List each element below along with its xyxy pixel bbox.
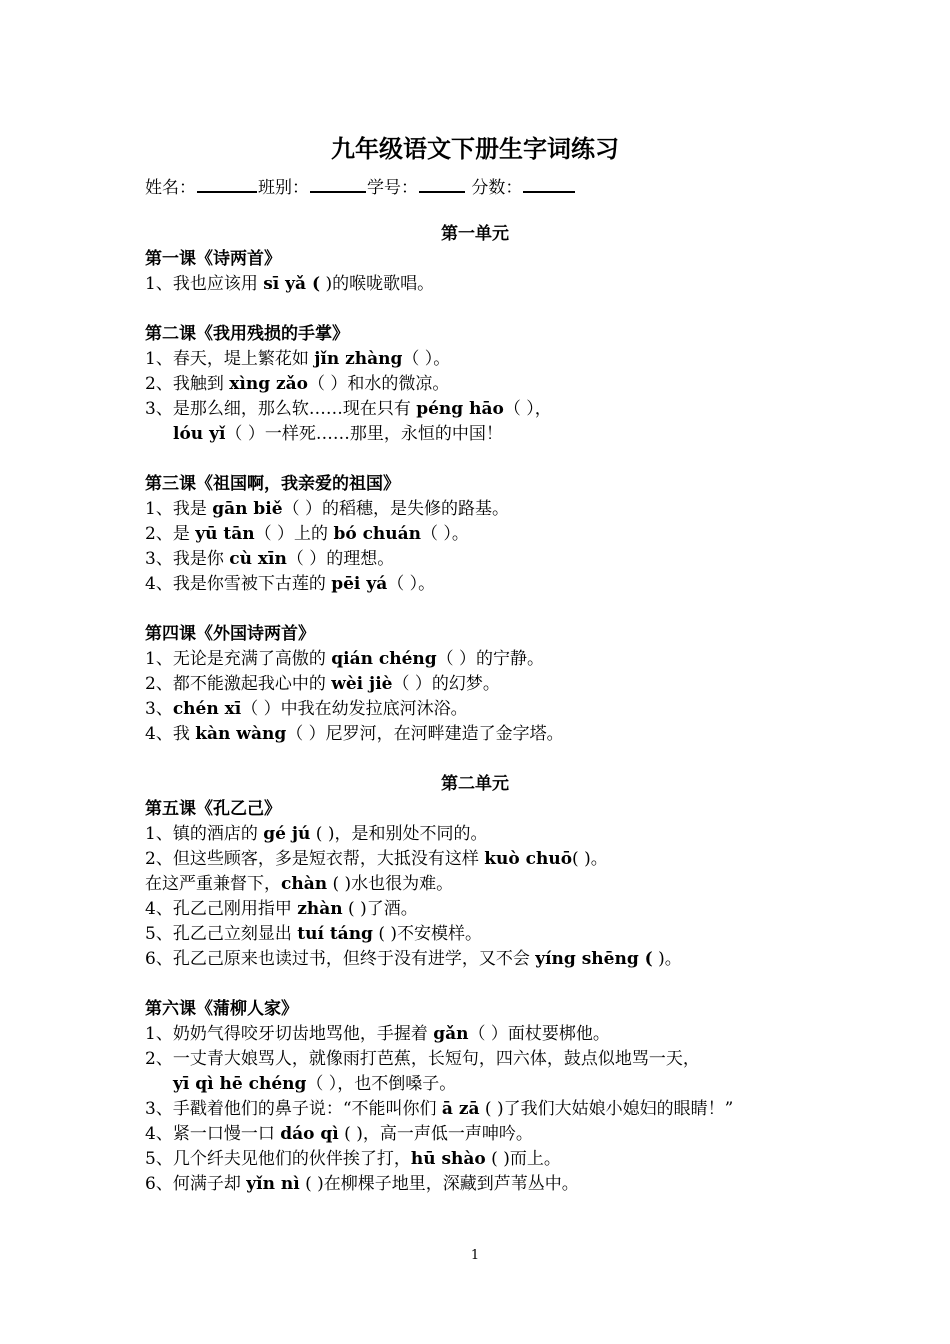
item-text: 1、我也应该用	[145, 274, 264, 294]
item-text: 6、何满子却	[145, 1174, 247, 1194]
item-text: 1、奶奶气得咬牙切齿地骂他，手握着	[145, 1024, 434, 1044]
item-text: 2、我触到	[145, 374, 230, 394]
exercise-content	[145, 222, 825, 1197]
item-text: ( )了我们大姑娘小媳妇的眼睛！”	[479, 1099, 734, 1119]
pinyin-prompt: xìng zǎo	[229, 374, 309, 394]
item-text: （ ）尼罗河，在河畔建造了金字塔。	[286, 724, 564, 744]
item-text: （ ），	[503, 399, 552, 419]
item-text: （ ），也不倒嗓子。	[306, 1074, 457, 1094]
lesson-heading: 第二课《我用残损的手掌》	[145, 324, 349, 344]
item-text: （ ）面杖要梆他。	[468, 1024, 610, 1044]
exercise-item	[145, 897, 825, 922]
item-text: （ ）和水的微凉。	[308, 374, 450, 394]
pinyin-prompt: kuò chuō	[484, 849, 573, 869]
item-text: 4、我是你雪被下古莲的	[145, 574, 332, 594]
exercise-item	[145, 847, 825, 872]
item-text: 5、几个纤夫见他们的伙伴挨了打，	[145, 1149, 411, 1169]
class-blank[interactable]	[310, 174, 366, 193]
exercise-item	[145, 672, 825, 697]
item-text: 3、是那么细，那么软……现在只有	[145, 399, 417, 419]
pinyin-prompt: bó chuán	[333, 524, 422, 544]
pinyin-prompt: yǐn nì	[246, 1174, 300, 1194]
spacer	[145, 447, 825, 472]
item-text: 1、我是	[145, 499, 213, 519]
item-text: 3、我是你	[145, 549, 230, 569]
item-text: ( )在柳棵子地里，深藏到芦苇丛中。	[299, 1174, 579, 1194]
pinyin-prompt: gé jú	[263, 824, 311, 844]
item-text: （ ）的理想。	[286, 549, 395, 569]
page-number: 1	[470, 1248, 480, 1263]
item-text: （ ）中我在幼发拉底河沐浴。	[241, 699, 468, 719]
item-text: 4、紧一口慢一口	[145, 1124, 281, 1144]
item-text: （ ）。	[402, 349, 451, 369]
pinyin-prompt: ā zā	[441, 1099, 480, 1119]
exercise-item	[145, 572, 825, 597]
item-text: ( )不安模样。	[372, 924, 483, 944]
spacer	[145, 597, 825, 622]
pinyin-prompt: chàn	[281, 874, 328, 894]
pinyin-prompt: pēi yá	[331, 574, 388, 594]
pinyin-prompt: sī yǎ (	[263, 274, 321, 294]
pinyin-prompt: wèi jiè	[331, 674, 393, 694]
pinyin-prompt: péng hāo	[416, 399, 504, 419]
item-text: 1、春天，堤上繁花如	[145, 349, 315, 369]
item-text: 2、是	[145, 524, 196, 544]
item-text: 1、镇的酒店的	[145, 824, 264, 844]
item-text: （ ）。	[387, 574, 436, 594]
pinyin-prompt: jǐn zhàng	[314, 349, 403, 369]
lesson-heading: 第四课《外国诗两首》	[145, 624, 315, 644]
exercise-item	[145, 422, 825, 447]
item-text: （ ）一样死……那里，永恒的中国！	[225, 424, 503, 444]
student-info-row	[145, 174, 576, 201]
exercise-item	[145, 497, 825, 522]
exercise-item	[145, 697, 825, 722]
item-text: （ ）的宁静。	[436, 649, 545, 669]
name-blank[interactable]	[197, 174, 257, 193]
class-label: 班别：	[258, 178, 309, 198]
pinyin-prompt: chén xī	[172, 699, 242, 719]
pinyin-prompt: yī qì hē chéng	[173, 1074, 307, 1094]
item-text: )的喉咙歌唱。	[320, 274, 435, 294]
item-text: ( )。	[572, 849, 608, 869]
exercise-item	[145, 272, 825, 297]
exercise-item	[145, 397, 825, 422]
item-text: 在这严重兼督下，	[145, 874, 281, 894]
item-text: 6、孔乙己原来也读过书，但终于没有进学，又不会	[145, 949, 536, 969]
item-text: （ ）上的	[254, 524, 334, 544]
exercise-item	[145, 1047, 825, 1072]
exercise-item	[145, 722, 825, 747]
item-text: ( )水也很为难。	[327, 874, 454, 894]
item-text: 5、孔乙己立刻显出	[145, 924, 298, 944]
exercise-item	[145, 1122, 825, 1147]
item-text: ( )而上。	[485, 1149, 561, 1169]
unit-heading: 第二单元	[441, 774, 509, 794]
item-text: 2、一丈青大娘骂人，就像雨打芭蕉，长短句，四六体，鼓点似地骂一天，	[145, 1049, 700, 1069]
item-text: 2、都不能激起我心中的	[145, 674, 332, 694]
lesson-heading: 第六课《蒲柳人家》	[145, 999, 298, 1019]
exercise-item	[145, 1147, 825, 1172]
item-text: 4、孔乙己刚用指甲	[145, 899, 298, 919]
score-blank[interactable]	[523, 174, 575, 193]
id-label: 学号：	[367, 178, 418, 198]
pinyin-prompt: zhàn	[297, 899, 343, 919]
item-text: （ ）的幻梦。	[392, 674, 500, 694]
exercise-item	[145, 1172, 825, 1197]
page-title: 九年级语文下册生字词练习	[331, 134, 619, 163]
item-text: 2、但这些顾客，多是短衣帮，大抵没有这样	[145, 849, 485, 869]
pinyin-prompt: kàn wàng	[195, 724, 287, 744]
item-text: 3、手戳着他们的鼻子说：“不能叫你们	[145, 1099, 442, 1119]
item-text: 4、我	[145, 724, 196, 744]
lesson-heading: 第一课《诗两首》	[145, 249, 281, 269]
exercise-item	[145, 1022, 825, 1047]
exercise-item	[145, 372, 825, 397]
pinyin-prompt: yíng shēng (	[535, 949, 653, 969]
spacer	[145, 297, 825, 322]
item-text: ( )了酒。	[342, 899, 418, 919]
pinyin-prompt: gān biě	[212, 499, 283, 519]
item-text: （ ）。	[421, 524, 469, 544]
id-blank[interactable]	[419, 174, 465, 193]
exercise-item	[145, 547, 825, 572]
item-text: ( )，高一声低一声呻吟。	[338, 1124, 533, 1144]
exercise-item	[145, 947, 825, 972]
exercise-item	[145, 647, 825, 672]
pinyin-prompt: gǎn	[433, 1024, 469, 1044]
item-text: 1、无论是充满了高傲的	[145, 649, 332, 669]
exercise-item	[145, 1097, 825, 1122]
exercise-item	[145, 522, 825, 547]
item-text: )。	[652, 949, 682, 969]
pinyin-prompt: lóu yǐ	[173, 424, 226, 444]
pinyin-prompt: dáo qì	[280, 1124, 339, 1144]
exercise-item	[145, 1072, 825, 1097]
spacer	[145, 972, 825, 997]
pinyin-prompt: qián chéng	[331, 649, 437, 669]
spacer	[145, 747, 825, 772]
exercise-item	[145, 872, 825, 897]
pinyin-prompt: yū tān	[195, 524, 255, 544]
pinyin-prompt: hū shào	[410, 1149, 486, 1169]
unit-heading: 第一单元	[441, 224, 509, 244]
pinyin-prompt: tuí táng	[297, 924, 373, 944]
lesson-heading: 第五课《孔乙己》	[145, 799, 281, 819]
pinyin-prompt: cù xīn	[229, 549, 287, 569]
item-text: （ ）的稻穗，是失修的路基。	[282, 499, 509, 519]
item-text: ( )，是和别处不同的。	[310, 824, 488, 844]
name-label: 姓名：	[145, 178, 196, 198]
item-text: 3、	[145, 699, 173, 719]
exercise-item	[145, 347, 825, 372]
exercise-item	[145, 822, 825, 847]
score-label: 分数：	[471, 178, 523, 198]
lesson-heading: 第三课《祖国啊，我亲爱的祖国》	[145, 474, 400, 494]
exercise-item	[145, 922, 825, 947]
